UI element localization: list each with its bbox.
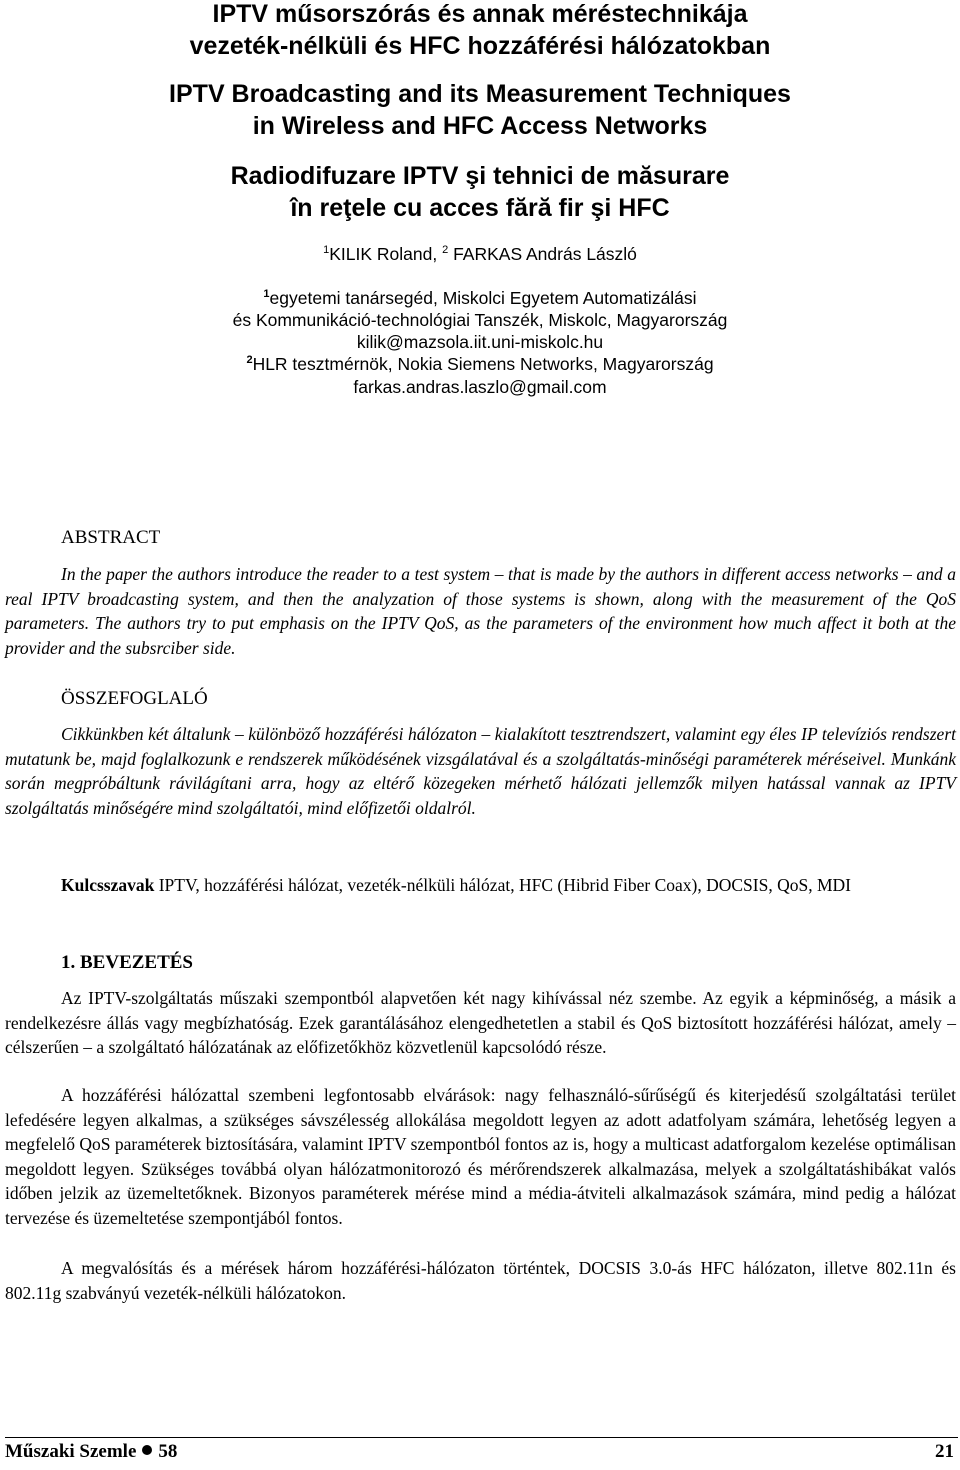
section1-paragraph3: A megvalósítás és a mérések három hozzáférési-hálózaton történtek, DOCSIS 3.0-ás HFC hálózaton, illetve 802.11n és 802.11g szabványú vezeték-nélküli hálózatokon.	[5, 1258, 956, 1303]
keywords	[5, 873, 956, 898]
abstract-heading: ABSTRACT	[61, 527, 161, 548]
section1-paragraph2: A hozzáférési hálózattal szembeni legfontosabb elvárások: nagy felhasználó-sűrűségű és kiterjedésű szolgáltatási terület lefedésére legyen alkalmas, a szükséges sávszélesség allokálása megoldott legyen az adott adatfolyam számára, lehetőség legyen a megfelelő QoS paraméterek biztosítására, valamint IPTV szempontból fontos az is, hogy a multicast adatforgalom kezelése optimálisan megoldott legyen. Szükséges továbbá olyan hálózatmonitorozó és mérőrendszerek alkalmazása, melyek a szolgáltatáshibákat valós időben jelzik az üzemeltetőknek. Bizonyos paraméterek mérése mind a média-átviteli alkalmazások számára, mind pedig a hálózat tervezése és üzemeltetése szempontjából fontos.	[5, 1085, 956, 1228]
author1: KILIK Roland,	[329, 244, 438, 264]
osszefoglalo-heading: ÖSSZEFOGLALÓ	[61, 688, 208, 709]
footer-journal-name: Műszaki Szemle	[5, 1441, 137, 1462]
abstract-text: In the paper the authors introduce the reader to a test system – that is made by the authors in different access networks – and a real IPTV broadcasting system, and then the analyzation of those systems is shown, along with the measurement of the QoS parameters. The authors try to put emphasis on the IPTV QoS, as the parameters of the environment how much affect it both at the provider and the subsrciber side.	[5, 564, 956, 658]
title-ro-line1: Radiodifuzare IPTV şi tehnici de măsurare	[230, 162, 730, 190]
title-ro-line2: în reţele cu acces fără fir şi HFC	[290, 194, 670, 222]
title-hu-line2: vezeték-nélküli és HFC hozzáférési hálózatokban	[189, 32, 771, 60]
author1-sup: 1	[323, 244, 330, 256]
email2[interactable]: farkas.andras.laszlo@gmail.com	[353, 377, 607, 397]
footer-issue: 58	[158, 1441, 178, 1462]
footer-page-number: 21	[935, 1441, 954, 1462]
footer-divider	[5, 1437, 958, 1438]
title-en-line1: IPTV Broadcasting and its Measurement Techniques	[169, 80, 791, 108]
bullet-icon	[142, 1445, 152, 1455]
title-en-line2: in Wireless and HFC Access Networks	[252, 112, 708, 140]
keywords-text: IPTV, hozzáférési hálózat, vezeték-nélküli hálózat, HFC (Hibrid Fiber Coax), DOCSIS, QoS, MDI	[154, 875, 851, 895]
affiliation1-line2: és Kommunikáció-technológiai Tanszék, Miskolc, Magyarország	[232, 310, 728, 330]
authors	[0, 243, 960, 265]
footer-journal	[5, 1440, 177, 1464]
section1-heading: 1. BEVEZETÉS	[61, 952, 193, 973]
affiliation2-sup: 2	[246, 354, 253, 366]
author2-sup: 2	[442, 244, 449, 256]
email1[interactable]: kilik@mazsola.iit.uni-miskolc.hu	[356, 332, 604, 352]
affiliation2-text1: HLR tesztmérnök, Nokia Siemens Networks, Magyarország	[252, 354, 714, 374]
affiliation1-line1	[0, 287, 960, 309]
affiliation1-sup: 1	[263, 288, 270, 300]
affiliation1-text1: egyetemi tanársegéd, Miskolci Egyetem Automatizálási	[269, 288, 697, 308]
affiliation2-line1	[0, 353, 960, 375]
keywords-label: Kulcsszavak	[61, 875, 155, 895]
author2: FARKAS András László	[453, 244, 637, 264]
osszefoglalo-text: Cikkünkben két általunk – különböző hozzáférési hálózaton – kialakított tesztrendszert, valamint egy éles IP televíziós rendszert mutatunk be, majd foglalkozunk e rendszerek működésének vizsgálatával és a szolgáltatás-minőségi paraméterek méréseivel. Munkánk során megpróbáltunk rávilágítani arra, hogy az eltérő közegeken mérhető hálózati jellemzők milyen hatással vannak az IPTV szolgáltatás minőségére mind szolgáltatói, mind előfizetői oldalról.	[5, 724, 956, 818]
section1-paragraph1: Az IPTV-szolgáltatás műszaki szempontból alapvetően két nagy kihívással néz szembe. Az egyik a képminőség, a másik a rendelkezésre állás vagy megbízhatóság. Ezek garantálásához elengedhetetlen a stabil és QoS biztosított hozzáférési hálózat, amely – célszerűen – a szolgáltató hálózatának az előfizetőkhöz közvetlenül kapcsolódó része.	[5, 988, 956, 1057]
title-hu-line1: IPTV műsorszórás és annak méréstechnikája	[212, 0, 748, 28]
